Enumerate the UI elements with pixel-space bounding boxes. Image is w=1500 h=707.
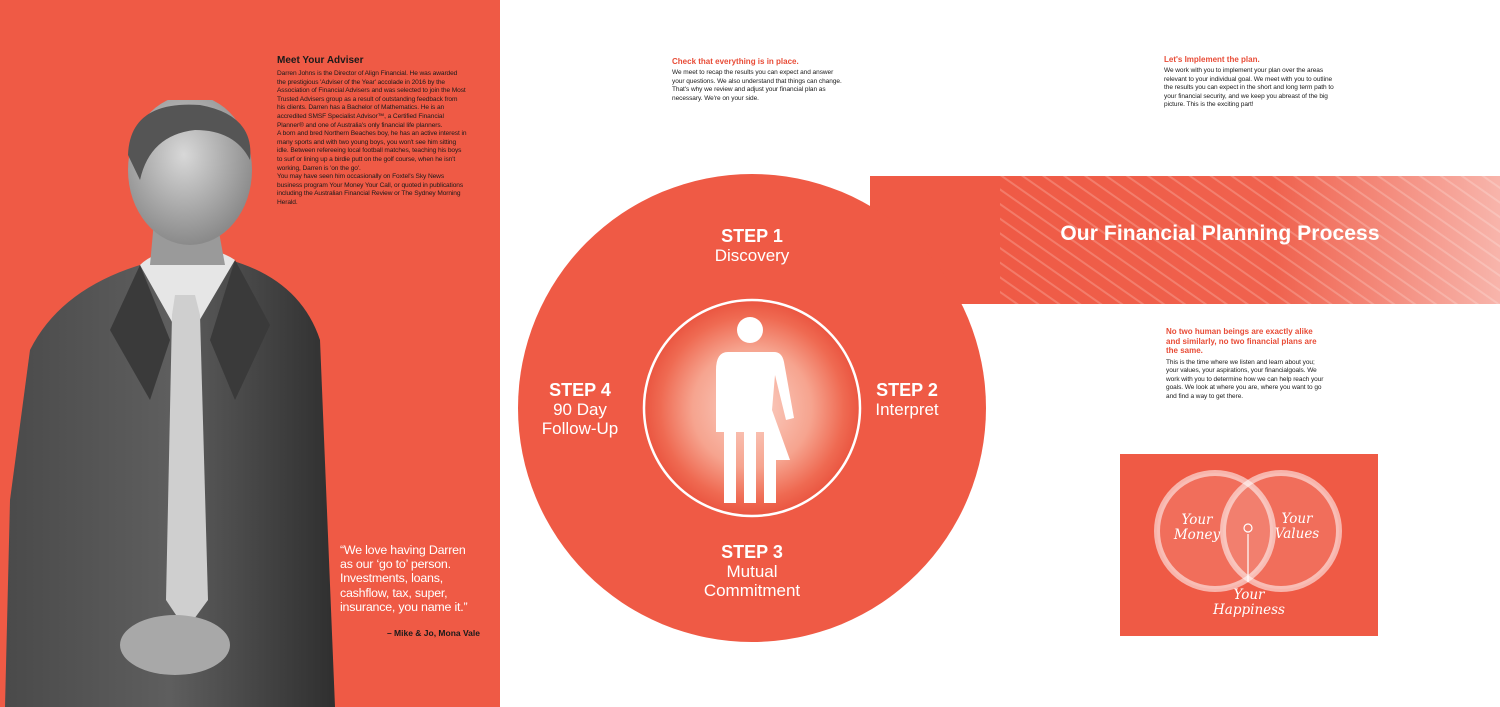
adviser-title: Meet Your Adviser xyxy=(277,55,364,66)
step-1 xyxy=(662,226,842,265)
testimonial-quote: “We love having Darren as our ‘go to’ person. Investments, loans, cashflow, tax, super, insurance, you name it.” xyxy=(340,543,468,614)
note-unique xyxy=(1166,327,1324,401)
step-2 xyxy=(852,380,962,419)
venn-money: Your Money xyxy=(1173,512,1221,543)
venn-happiness: Your Happiness xyxy=(1213,587,1285,618)
step-4-label: STEP 4 xyxy=(549,380,611,400)
note-implement-title: Let's Implement the plan. xyxy=(1164,55,1260,64)
venn-values: Your Values xyxy=(1274,511,1320,542)
note-implement-text: We work with you to implement your plan over the areas relevant to your individual goal. We meet with you to outline the results you can expect in the short and long term path to your financial security, and we keep you abreast of the big picture. This is the exciting part! xyxy=(1164,67,1334,109)
step-4 xyxy=(520,380,640,438)
note-unique-text: This is the time where we listen and learn about you; your values, your aspirations, your financialgoals. We work with you to determine how we can help reach your goals. We look at where you are, where you want to go and find a way to get there. xyxy=(1166,358,1324,400)
note-implement xyxy=(1164,55,1342,110)
note-check-text: We meet to recap the results you can expect and answer your questions. We also understand that things can change. That's why we review and adjust your financial plan as necessary. We're on your side. xyxy=(672,69,842,102)
adviser-bio-paragraph-1: Darren Johns is the Director of Align Financial. He was awarded the prestigious 'Adviser of the Year' accolade in 2016 by the Association of Financial Advisers and was selected to join the Most Trusted Advisers group as a result of outstanding feedback from his clients. Darren has a Bachelor of Mathematics. He is an accredited SMSF Specialist Advisor™, a Certified Financial Planner® and one of Australia's only financial life planners. xyxy=(277,70,466,129)
step-3 xyxy=(662,542,842,600)
step-1-label: STEP 1 xyxy=(721,226,783,246)
adviser-bio-paragraph-2: A born and bred Northern Beaches boy, he has an active interest in many sports and with two young boys, you won't see him sitting idle. Between refereeing local football matches, teaching his boys to surf or lining up a birdie putt on the golf course, when he isn't working, Darren is 'on the go'. xyxy=(277,130,467,172)
note-check-title: Check that everything is in place. xyxy=(672,57,799,66)
step-2-name: Interpret xyxy=(875,400,939,419)
process-wheel xyxy=(498,0,1018,707)
note-unique-title: No two human beings are exactly alike and similarly, no two financial plans are the same. xyxy=(1166,327,1317,355)
step-2-label: STEP 2 xyxy=(876,380,938,400)
adviser-bio-paragraph-3: You may have seen him occasionally on Foxtel's Sky News business program Your Money Your Call, or quoted in publications including the Australian Financial Review or The Sydney Morning Herald. xyxy=(277,173,464,206)
banner-title: Our Financial Planning Process xyxy=(1060,222,1380,245)
testimonial-author: – Mike & Jo, Mona Vale xyxy=(386,628,480,638)
step-4-name: 90 Day Follow-Up xyxy=(541,400,619,438)
step-3-name: Mutual Commitment xyxy=(703,562,801,600)
step-3-label: STEP 3 xyxy=(721,542,783,562)
adviser-panel xyxy=(0,0,500,707)
adviser-bio xyxy=(277,55,467,208)
step-1-name: Discovery xyxy=(714,246,790,265)
